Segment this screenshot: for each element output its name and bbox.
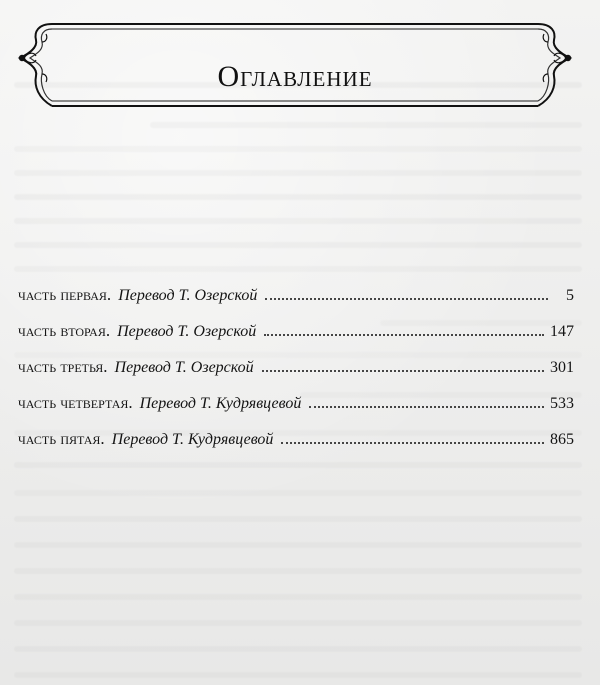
toc-part-title: часть вторая. [18,321,111,340]
toc-entry[interactable] [18,286,574,314]
toc-translator: Перевод Т. Озерской [118,287,258,304]
toc-page-number: 301 [550,359,574,376]
dot-leader [281,442,544,444]
toc-part-title: часть первая. [18,285,112,304]
toc-part-title: часть пятая. [18,429,105,448]
toc-translator: Перевод Т. Озерской [117,323,257,340]
dot-leader [309,406,544,408]
dot-leader [262,370,544,372]
toc-translator: Перевод Т. Кудрявцевой [111,431,274,448]
toc-part-title: часть четвертая. [18,393,133,412]
toc-translator: Перевод Т. Озерской [114,359,254,376]
toc-translator: Перевод Т. Кудрявцевой [139,395,302,412]
toc-part-title: часть третья. [18,357,108,376]
page-title: Оглавление [217,60,373,93]
table-of-contents [18,286,574,466]
toc-entry[interactable] [18,358,574,386]
toc-page-number: 5 [566,287,574,304]
toc-page-number: 147 [550,323,574,340]
dot-leader [265,298,548,300]
title-ornamental-frame [10,20,580,110]
toc-entry[interactable] [18,394,574,422]
toc-page-number: 865 [550,431,574,448]
toc-page-number: 533 [550,395,574,412]
toc-entry[interactable] [18,430,574,458]
dot-leader [264,334,544,336]
toc-entry[interactable] [18,322,574,350]
